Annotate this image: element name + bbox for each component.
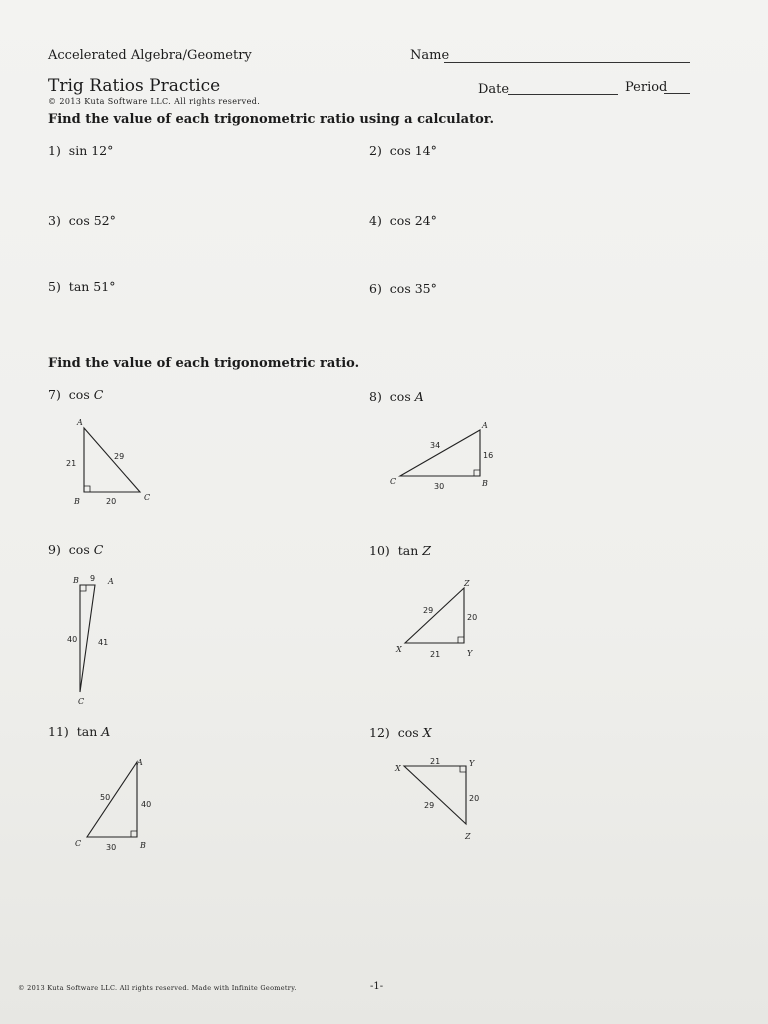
problem-number: 8) (369, 389, 382, 404)
vertex-label: A (137, 758, 143, 767)
vertex-label: B (74, 497, 80, 506)
problem-number: 4) (369, 213, 382, 228)
problem-number: 9) (48, 542, 61, 557)
problem-variable: A (101, 724, 111, 739)
side-label: 34 (430, 441, 441, 450)
problem-text: cos 14° (389, 143, 437, 158)
side-label: 21 (66, 459, 77, 468)
header-copyright: © 2013 Kuta Software LLC. All rights reserved. (48, 97, 261, 106)
triangle-7 (84, 428, 140, 492)
vertex-label: C (78, 697, 85, 706)
vertex-label: Z (465, 832, 471, 841)
side-label: 21 (430, 650, 441, 659)
vertex-label: B (482, 479, 488, 488)
problem-variable: A (414, 389, 424, 404)
footer-copyright: © 2013 Kuta Software LLC. All rights reserved. Made with Infinite Geometry. (18, 984, 297, 992)
problem-number: 11) (48, 724, 69, 739)
problem-text: sin 12° (68, 143, 114, 158)
problem-function: cos (389, 389, 411, 404)
problem-function: cos (397, 725, 419, 740)
section-1-instruction: Find the value of each trigonometric ratio using a calculator. (48, 112, 494, 127)
date-label: Date (478, 82, 510, 97)
course-name: Accelerated Algebra/Geometry (48, 48, 252, 63)
side-label: 21 (430, 757, 441, 766)
triangle-8 (400, 430, 480, 476)
side-label: 50 (100, 793, 111, 802)
triangle-12 (404, 766, 466, 824)
problem-variable: C (93, 542, 104, 557)
problem-function: cos (68, 387, 90, 402)
period-label: Period (625, 80, 668, 95)
triangle-11 (87, 762, 137, 837)
vertex-label: X (396, 645, 402, 654)
problem-number: 5) (48, 279, 61, 294)
triangle-9 (80, 585, 95, 692)
vertex-label: X (395, 764, 401, 773)
right-angle-mark (131, 831, 137, 837)
side-label: 29 (114, 452, 125, 461)
problem-text: cos 24° (389, 213, 437, 228)
vertex-label: C (390, 477, 397, 486)
page-number: -1- (370, 981, 384, 992)
problem-function: tan (76, 724, 98, 739)
right-angle-mark (84, 486, 90, 492)
problem-function: tan (397, 543, 419, 558)
vertex-label: Y (469, 759, 475, 768)
side-label: 41 (98, 638, 109, 647)
vertex-label: C (144, 493, 151, 502)
side-label: 29 (423, 606, 434, 615)
vertex-label: A (482, 421, 488, 430)
name-label: Name (410, 48, 450, 63)
problem-variable: Z (422, 543, 431, 558)
vertex-label: Z (464, 579, 470, 588)
problem-number: 1) (48, 143, 61, 158)
vertex-label: C (75, 839, 82, 848)
vertex-label: A (108, 577, 114, 586)
side-label: 40 (67, 635, 78, 644)
problem-variable: C (93, 387, 104, 402)
problem-text: cos 35° (389, 281, 437, 296)
side-label: 29 (424, 801, 435, 810)
problem-variable: X (422, 725, 432, 740)
triangle-10 (405, 588, 464, 643)
vertex-label: Y (467, 649, 473, 658)
side-label: 20 (469, 794, 480, 803)
side-label: 40 (141, 800, 152, 809)
problem-number: 3) (48, 213, 61, 228)
side-label: 30 (434, 482, 445, 491)
vertex-label: A (77, 418, 83, 427)
right-angle-mark (474, 470, 480, 476)
side-label: 20 (106, 497, 117, 506)
right-angle-mark (458, 637, 464, 643)
side-label: 9 (90, 574, 96, 583)
right-angle-mark (80, 585, 86, 591)
worksheet-title: Trig Ratios Practice (48, 76, 221, 96)
problem-number: 6) (369, 281, 382, 296)
problem-number: 12) (369, 725, 390, 740)
problem-function: cos (68, 542, 90, 557)
side-label: 30 (106, 843, 117, 852)
problem-number: 7) (48, 387, 61, 402)
side-label: 16 (483, 451, 494, 460)
problem-text: tan 51° (68, 279, 116, 294)
problem-text: cos 52° (68, 213, 116, 228)
problem-number: 10) (369, 543, 390, 558)
side-label: 20 (467, 613, 478, 622)
problem-number: 2) (369, 143, 382, 158)
vertex-label: B (140, 841, 146, 850)
section-2-instruction: Find the value of each trigonometric ratio. (48, 356, 360, 371)
vertex-label: B (73, 576, 79, 585)
right-angle-mark (460, 766, 466, 772)
